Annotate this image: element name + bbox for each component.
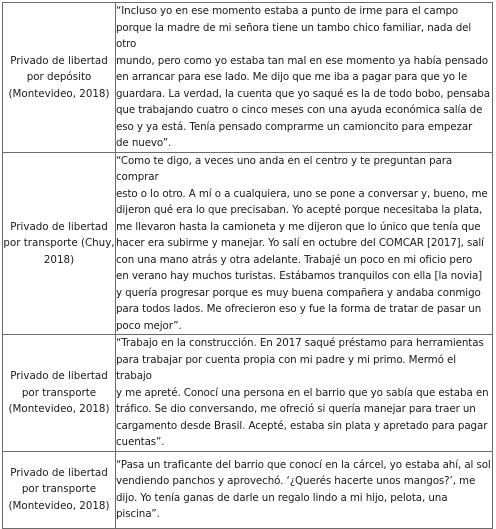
quote-line: cargamento desde Brasil. Acepté, estaba sin plata y apretado para pagar [116,419,488,432]
quote-line: para trabajar por cuenta propia con mi padre y mi primo. Mermó el trabajo [116,353,456,382]
table-row [3,335,493,452]
label-line: Privado de libertad [10,466,108,479]
label-line: 2018) [43,253,75,266]
label-line: (Montevideo, 2018) [8,499,110,512]
quote-line: poco mejor”. [116,319,182,332]
label-line: por transporte (Chuy, [3,237,115,249]
quote-line: para todos lados. Me ofrecieron eso y fue la forma de tratar de pasar un [116,303,482,315]
quote-line: “Trabajo en la construcción. En 2017 saqué préstamo para herramientas [116,337,484,349]
quote-line: “Pasa un traficante del barrio que conocí en la cárcel, yo estaba ahí, al sol [116,458,491,471]
label-line: Privado de libertad [10,370,108,382]
quote-line: porque la madre de mi señora tiene un tambo chico familiar, nada del otro [116,21,472,50]
quote-line: dijeron qué era lo que precisaban. Yo acepté porque necesitaba la plata, [116,204,483,216]
quote-line: que trabajando cuatro o cinco meses con una ayuda económica salía de [116,104,483,116]
label-line: por transporte [21,386,97,399]
label-line: Privado de libertad [10,220,108,233]
quote-line: guardara. La verdad, la cuenta que yo saqué es la de todo bobo, pensaba [116,87,490,100]
quote-text [116,335,493,452]
respondent-label [3,152,116,335]
quote-line: de nuevo”. [116,137,172,149]
quote-line: y me apreté. Conocí una persona en el barrio que yo sabía que estaba en [116,386,489,399]
table-row [3,152,493,335]
label-line: (Montevideo, 2018) [8,403,110,415]
quote-line: “Como te digo, a veces uno anda en el centro y te preguntan para comprar [116,154,453,183]
quote-text [116,152,493,335]
quote-line: en arrancar para ese lado. Me dijo que me iba a pagar para que yo le [116,71,468,83]
label-line: (Montevideo, 2018) [8,87,110,100]
quote-line: mundo, pero como yo estaba tan mal en ese momento ya había pensado [116,54,489,67]
label-line: Privado de libertad [10,54,108,67]
label-line: por depósito [26,71,92,83]
quote-line: me llevaron hasta la camioneta y me dijeron que lo único que tenía que [116,220,481,233]
quote-line: dijo. Yo tenía ganas de darle un regalo lindo a mi hijo, pelota, una piscina”. [116,491,448,520]
table-row [3,3,493,153]
quote-line: vendiendo panchos y aprovechó. ‘¿Querés hacerte unos mangos?’, me [116,475,476,487]
quote-line: “Incluso yo en ese momento estaba a punto de irme para el campo [116,5,459,17]
testimony-table [2,2,493,529]
quote-line: en verano hay muchos turistas. Estábamos tranquilos con ella [la novia] [116,270,483,282]
quote-line: esto o lo otro. A mí o a cualquiera, uno se pone a conversar y, bueno, me [116,187,488,200]
quote-line: cuentas”. [116,436,165,448]
quote-line: tráfico. Se dio conversando, me ofreció si quería manejar para traer un [116,403,476,415]
respondent-label [3,3,116,153]
quote-text [116,451,493,528]
quote-line: y quería progresar porque es muy buena compañera y andaba conmigo [116,286,481,299]
respondent-label [3,335,116,452]
quote-text [116,3,493,153]
table-row [3,451,493,528]
quote-line: con una mano atrás y otra adelante. Trabajé un poco en mi oficio pero [116,253,473,266]
quote-line: hacer era subirme y manejar. Yo salí en octubre del COMCAR [2017], salí [116,237,484,249]
quote-line: eso y ya está. Tenía pensado comprarme un camioncito para empezar [116,120,473,133]
label-line: por transporte [21,483,97,496]
respondent-label [3,451,116,528]
